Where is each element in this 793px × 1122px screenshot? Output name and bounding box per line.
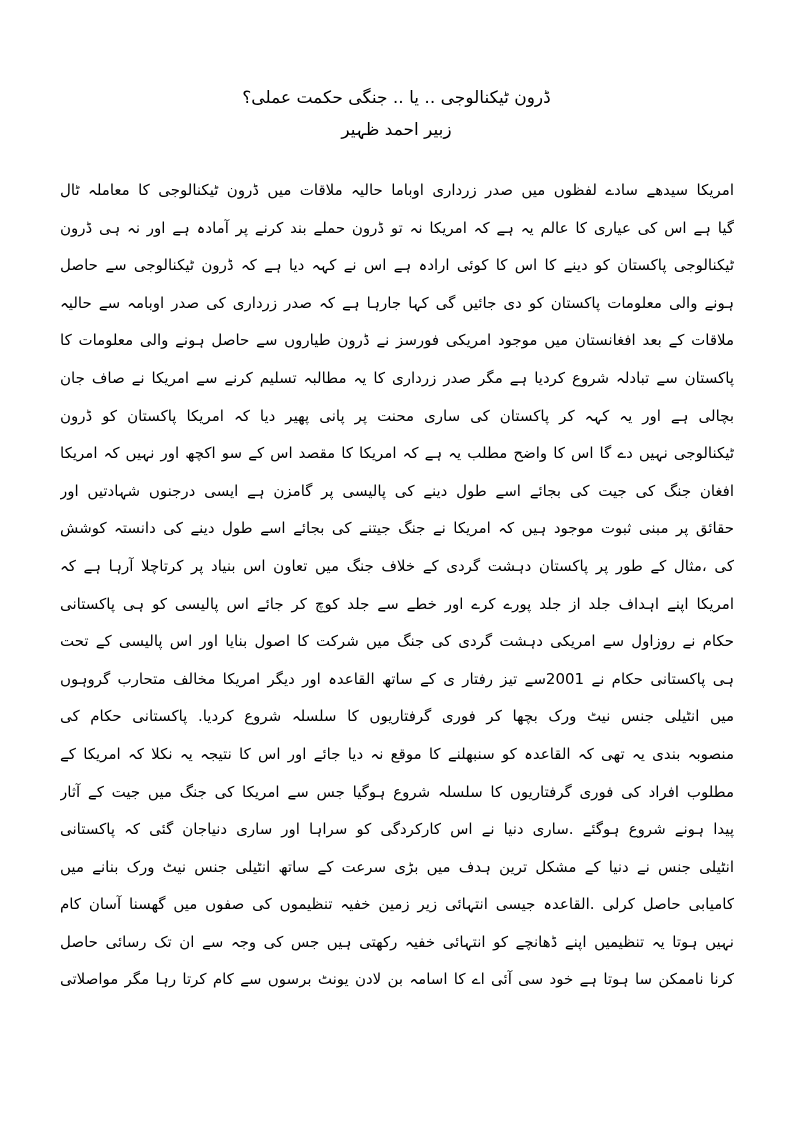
article-body — [60, 172, 734, 999]
body-line: افغان جنگ کی جیت کی بجائے اسے طول دینے کی پالیسی پر گامزن ہے ایسی درجنوں شہادتیں اور — [60, 481, 734, 500]
body-line: مطلوب افراد کی فوری گرفتاریوں کا سلسلہ شروع ہوگیا جس سے امریکا کی جنگ میں جیت کے آثار — [60, 782, 734, 801]
body-line: پیدا ہونے شروع ہوگئے .ساری دنیا نے اس کارکردگی کو سراہا اور ساری دنیاجان گئی کہ پاکستانی — [60, 820, 734, 839]
body-line: امریکا اپنے اہداف جلد از جلد پورے کرے اور خطے سے جلد کوچ کر جائے اس پالیسی کو ہی پاکستانی — [60, 594, 734, 613]
body-line: حکام نے روزاول سے امریکی دہشت گردی کی جنگ میں شرکت کا اصول بنایا اور اس پالیسی کے تحت — [60, 632, 734, 651]
body-line: کرنا ناممکن سا ہوتا ہے خود سی آئی اے کا اسامہ بن لادن یونٹ برسوں سے کام کرتا رہا مگر مواصلاتی — [60, 970, 734, 989]
body-line: منصوبہ بندی یہ تھی کہ القاعدہ کو سنبھلنے کا موقع نہ دیا جائے اور اس کا نتیجہ یہ نکلا کہ امریکا کے — [60, 744, 734, 763]
body-line: ہی پاکستانی حکام نے 2001سے تیز رفتار ی کے ساتھ القاعدہ اور دیگر امریکا مخالف متحارب گروہوں — [60, 669, 734, 688]
body-line: میں انٹیلی جنس نیٹ ورک بچھا کر فوری گرفتاریوں کا سلسلہ شروع کردیا. پاکستانی حکام کی — [60, 707, 734, 726]
body-line: کی ،مثال کے طور پر پاکستان دہشت گردی کے خلاف جنگ میں تعاون اس بنیاد پر کرتاچلا آرہا ہے کہ — [60, 556, 734, 575]
body-line: ملاقات کے بعد افغانستان میں موجود امریکی فورسز نے ڈرون طیاروں سے حاصل ہونے والی معلومات کا — [60, 331, 734, 350]
body-line: حقائق پر مبنی ثبوت موجود ہیں کہ امریکا نے جنگ جیتنے کی بجائے اسے طول دینے کی دانستہ کوشش — [60, 519, 734, 538]
body-line: انٹیلی جنس نے دنیا کے مشکل ترین ہدف میں بڑی سرعت کے ساتھ انٹیلی جنس نیٹ ورک بنانے میں — [60, 857, 734, 876]
body-line: ٹیکنالوجی نہیں دے گا اس کا واضح مطلب یہ ہے کہ امریکا کا مقصد اس کے سو اکچھ اور نہیں کہ امریکا — [60, 444, 734, 463]
article-title: ڈرون ٹیکنالوجی .. یا .. جنگی حکمت عملی؟ — [242, 88, 551, 108]
body-line: پاکستان سے تبادلہ شروع کردیا ہے مگر صدر زرداری کا یہ مطالبہ تسلیم کرنے سے امریکا نے صاف جان — [60, 368, 734, 387]
body-line: امریکا سیدھے سادے لفظوں میں صدر زرداری اوباما حالیہ ملاقات میں ڈرون ٹیکنالوجی کا معاملہ ٹال — [60, 181, 734, 199]
body-line: نہیں ہوتا یہ تنظیمیں اپنے ڈھانچے کو انتہائی خفیہ رکھتی ہیں جس کی وجہ سے ان تک رسائی حاصل — [60, 932, 734, 951]
body-line: گیا ہے اس کی عیاری کا عالم یہ ہے کہ امریکا نہ تو ڈرون حملے بند کرنے پر آمادہ ہے اور نہ ہی ڈرون — [60, 218, 734, 237]
body-line: ہونے والی معلومات پاکستان کو دی جائیں گی کہا جارہا ہے کہ صدر زرداری کی صدر اوبامہ سے حالیہ — [60, 293, 734, 312]
body-line: ٹیکنالوجی پاکستان کو دینے کا اس کا کوئی ارادہ ہے اس نے کہہ دیا ہے کہ ڈرون ٹیکنالوجی سے حاصل — [60, 256, 734, 275]
body-line: کامیابی حاصل کرلی .القاعدہ جیسی انتہائی زیر زمین خفیہ تنظیموں کی صفوں میں گھسنا آسان کام — [60, 895, 734, 914]
author-byline: زبیر احمد ظہیر — [341, 120, 452, 140]
body-line: بچالی ہے اور یہ کہہ کر پاکستان کی ساری محنت پر پانی پھیر دیا کہ امریکا پاکستان کو ڈرون — [60, 406, 734, 425]
